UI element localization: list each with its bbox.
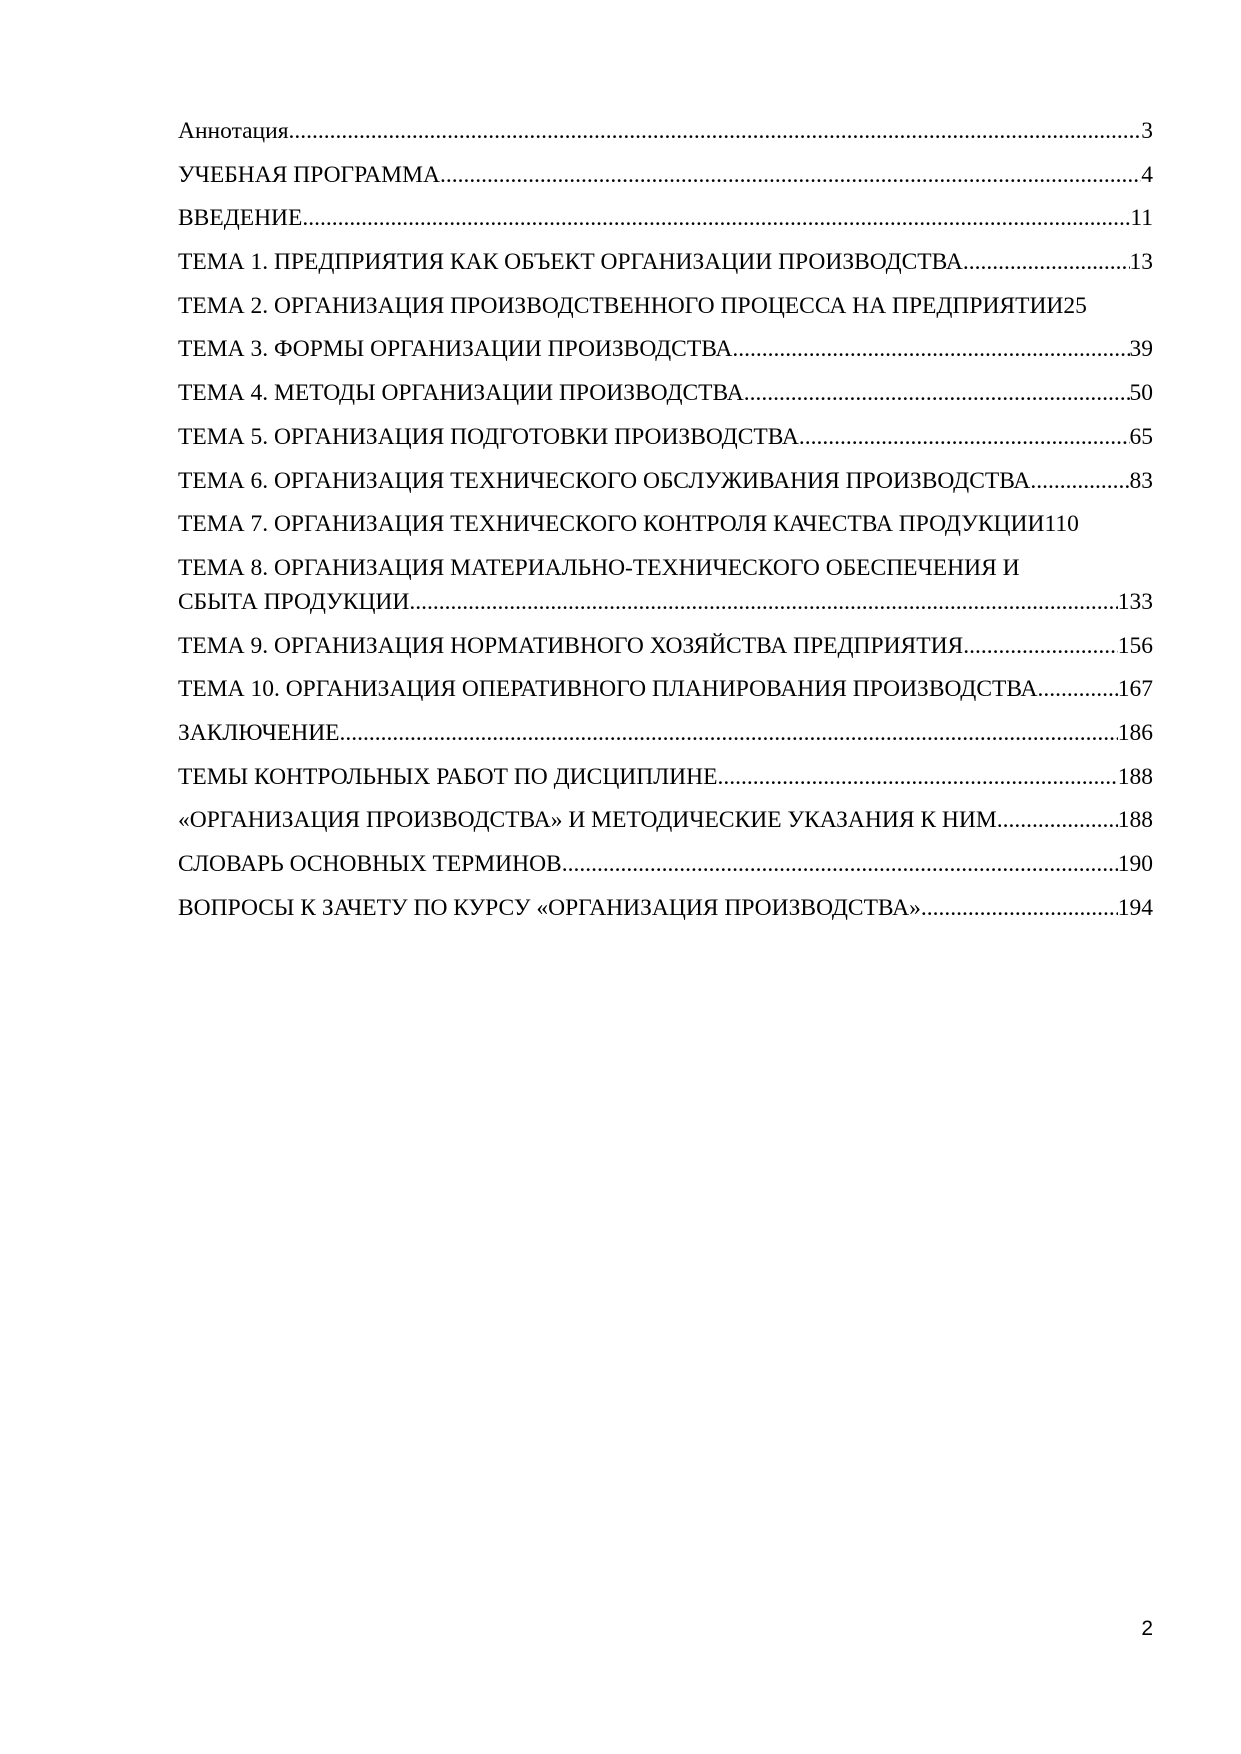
toc-page-number: 188 [1117, 807, 1153, 834]
toc-entry-text: ТЕМА 5. ОРГАНИЗАЦИЯ ПОДГОТОВКИ ПРОИЗВОДСТВА [178, 423, 799, 450]
toc-entry-conclusion[interactable] [178, 716, 1153, 750]
toc-leader-dots [963, 245, 1130, 279]
toc-leader-dots [1030, 464, 1129, 498]
toc-page-number: 133 [1117, 588, 1153, 615]
toc-entry-text: ТЕМА 4. МЕТОДЫ ОРГАНИЗАЦИИ ПРОИЗВОДСТВА [178, 380, 744, 407]
toc-page-number: 25 [1063, 292, 1087, 319]
toc-leader-dots [440, 158, 1141, 192]
toc-leader-dots [997, 803, 1118, 837]
toc-entry-text: ТЕМА 7. ОРГАНИЗАЦИЯ ТЕХНИЧЕСКОГО КОНТРОЛЯ КАЧЕСТВА ПРОДУКЦИИ [178, 511, 1045, 538]
toc-entry-text: СЛОВАРЬ ОСНОВНЫХ ТЕРМИНОВ [178, 851, 562, 877]
toc-entry-text-line-1: ТЕМА 8. ОРГАНИЗАЦИЯ МАТЕРИАЛЬНО-ТЕХНИЧЕСКОГО ОБЕСПЕЧЕНИЯ И [178, 554, 1020, 581]
toc-page-number: 4 [1141, 161, 1153, 188]
toc-entry-topic-4[interactable] [178, 376, 1153, 410]
toc-entry-text: ВОПРОСЫ К ЗАЧЕТУ ПО КУРСУ «ОРГАНИЗАЦИЯ ПРОИЗВОДСТВА» [178, 894, 921, 921]
toc-entry-introduction[interactable] [178, 201, 1153, 235]
toc-entry-text: ЗАКЛЮЧЕНИЕ [178, 719, 340, 746]
toc-entry-exam-questions[interactable] [178, 891, 1153, 925]
toc-entry-text: ТЕМЫ КОНТРОЛЬНЫХ РАБОТ ПО ДИСЦИПЛИНЕ [178, 763, 718, 790]
toc-entry-topic-2[interactable] [178, 289, 1153, 323]
toc-entry-text: УЧЕБНАЯ ПРОГРАММА [178, 161, 440, 188]
toc-leader-dots [799, 420, 1130, 454]
toc-entry-text: ВВЕДЕНИЕ [178, 205, 303, 232]
toc-entry-topic-9[interactable] [178, 629, 1153, 663]
toc-entry-topic-8[interactable] [178, 551, 1153, 619]
toc-entry-topic-1[interactable] [178, 245, 1153, 279]
toc-page-number: 188 [1117, 763, 1153, 790]
toc-page-number: 65 [1129, 423, 1153, 450]
toc-leader-dots [744, 376, 1130, 410]
toc-page-number: 3 [1141, 118, 1153, 144]
toc-leader-dots [1038, 672, 1118, 706]
toc-entry-text: ТЕМА 9. ОРГАНИЗАЦИЯ НОРМАТИВНОГО ХОЗЯЙСТВА ПРЕДПРИЯТИЯ [178, 632, 964, 659]
toc-leader-dots [409, 585, 1117, 619]
toc-page-number: 50 [1129, 380, 1153, 407]
toc-entry-topic-5[interactable] [178, 420, 1153, 454]
toc-entry-topic-3[interactable] [178, 332, 1153, 366]
toc-leader-dots [302, 201, 1130, 235]
toc-entry-text-line-2: СБЫТА ПРОДУКЦИИ [178, 588, 410, 615]
toc-entry-second-line [178, 585, 1153, 619]
toc-page-number: 13 [1129, 249, 1153, 276]
toc-leader-dots [289, 114, 1142, 148]
toc-leader-dots [963, 629, 1118, 663]
toc-entry-annotation[interactable] [178, 114, 1153, 148]
toc-leader-dots [732, 332, 1129, 366]
toc-page-number: 190 [1117, 851, 1153, 877]
toc-page-number: 110 [1044, 511, 1079, 538]
page-number: 2 [1141, 1617, 1153, 1640]
toc-leader-dots [562, 847, 1118, 881]
toc-entry-methodical-guidelines[interactable] [178, 803, 1153, 837]
toc-page-number: 11 [1130, 205, 1153, 232]
toc-entry-topic-10[interactable] [178, 672, 1153, 706]
toc-leader-dots [921, 891, 1118, 925]
toc-entry-text: ТЕМА 6. ОРГАНИЗАЦИЯ ТЕХНИЧЕСКОГО ОБСЛУЖИВАНИЯ ПРОИЗВОДСТВА [178, 467, 1031, 494]
toc-entry-text: ТЕМА 3. ФОРМЫ ОРГАНИЗАЦИИ ПРОИЗВОДСТВА [178, 336, 733, 363]
toc-leader-dots [717, 760, 1117, 794]
toc-entry-text: Аннотация [178, 118, 289, 144]
toc-page-number: 156 [1117, 632, 1153, 659]
toc-entry-text: ТЕМА 10. ОРГАНИЗАЦИЯ ОПЕРАТИВНОГО ПЛАНИРОВАНИЯ ПРОИЗВОДСТВА [178, 676, 1038, 703]
toc-page-number: 39 [1129, 336, 1153, 363]
toc-entry-topic-7[interactable] [178, 507, 1153, 541]
toc-entry-text: «ОРГАНИЗАЦИЯ ПРОИЗВОДСТВА» И МЕТОДИЧЕСКИЕ УКАЗАНИЯ К НИМ [178, 807, 997, 834]
table-of-contents [178, 114, 1153, 934]
toc-page-number: 186 [1117, 719, 1153, 746]
toc-entry-curriculum[interactable] [178, 158, 1153, 192]
toc-page-number: 194 [1117, 894, 1153, 921]
toc-entry-glossary[interactable] [178, 847, 1153, 881]
toc-entry-text: ТЕМА 2. ОРГАНИЗАЦИЯ ПРОИЗВОДСТВЕННОГО ПРОЦЕССА НА ПРЕДПРИЯТИИ [178, 292, 1064, 319]
toc-page-number: 83 [1129, 467, 1153, 494]
toc-leader-dots [340, 716, 1118, 750]
toc-entry-test-topics[interactable] [178, 760, 1153, 794]
toc-entry-topic-6[interactable] [178, 464, 1153, 498]
toc-entry-text: ТЕМА 1. ПРЕДПРИЯТИЯ КАК ОБЪЕКТ ОРГАНИЗАЦИИ ПРОИЗВОДСТВА [178, 249, 963, 276]
toc-page-number: 167 [1117, 676, 1153, 703]
